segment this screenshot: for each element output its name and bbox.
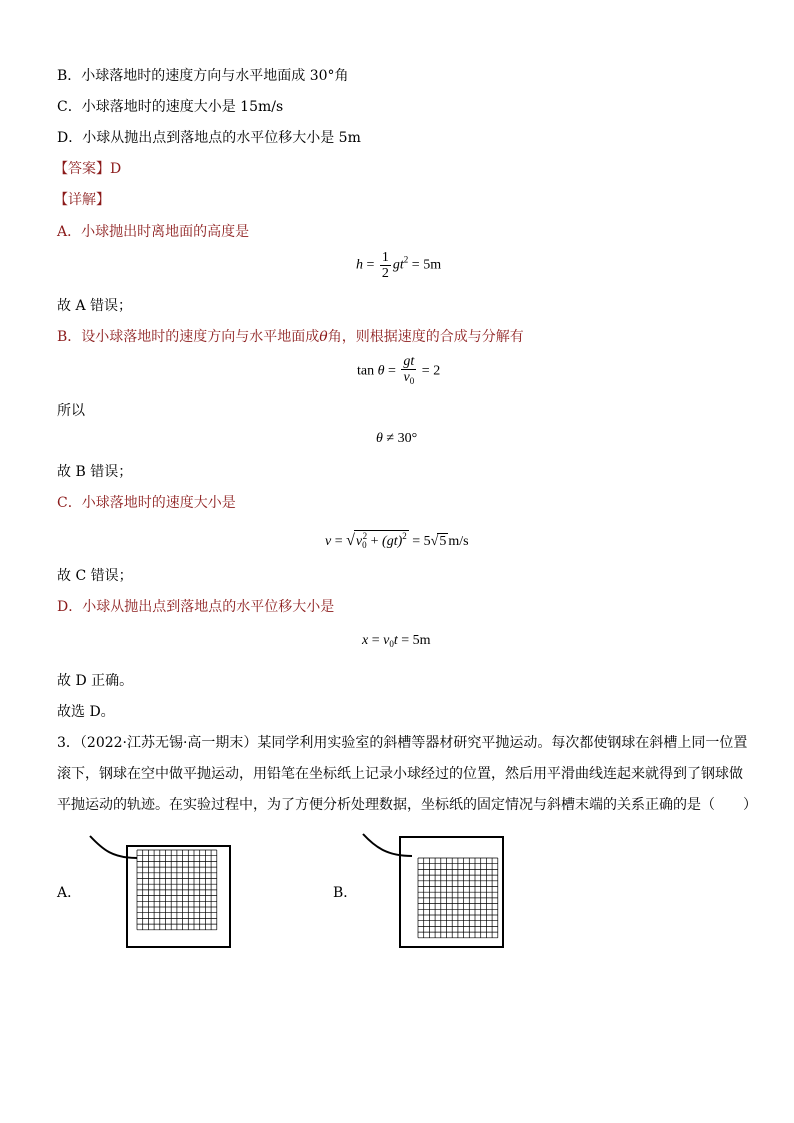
figure-a bbox=[85, 832, 235, 952]
c-wrong: 故 C 错误； bbox=[57, 568, 133, 584]
part-c-text: C．小球落地时的速度大小是 bbox=[57, 495, 236, 511]
option-b: B．小球落地时的速度方向与水平地面成 30°角 bbox=[57, 68, 349, 84]
question-3-line-1: 3．（2022·江苏无锡·高一期末）某同学利用实验室的斜槽等器材研究平抛运动。每次都使钢球在斜槽上同一位置 bbox=[57, 735, 748, 751]
question-3-line-3: 平抛运动的轨迹。在实验过程中，为了方便分析处理数据，坐标纸的固定情况与斜槽末端的关系正确的是（ ） bbox=[57, 797, 757, 813]
figure-b bbox=[360, 832, 510, 952]
detail-label: 【详解】 bbox=[54, 192, 110, 208]
part-d-text: D．小球从抛出点到落地点的水平位移大小是 bbox=[57, 599, 335, 615]
figure-b-grid bbox=[418, 858, 498, 938]
formula-tan: tan θ = $\frac{gt}{v_0}$ = 2 bbox=[357, 354, 440, 389]
b-wrong: 故 B 错误； bbox=[57, 464, 133, 480]
figure-b-label: B． bbox=[333, 885, 358, 901]
formula-theta: θ ≠ 30° bbox=[376, 431, 418, 446]
formula-x: $x = v_0t = 5m$ bbox=[362, 633, 431, 649]
choose-text: 故选 D。 bbox=[57, 704, 115, 720]
option-c: C．小球落地时的速度大小是 15m/s bbox=[57, 99, 284, 115]
so-text: 所以 bbox=[57, 403, 85, 419]
figure-a-grid bbox=[137, 850, 217, 930]
fraction-half: $\frac{1}{2}$ bbox=[381, 250, 389, 281]
option-d: D．小球从抛出点到落地点的水平位移大小是 5m bbox=[57, 130, 361, 146]
part-a-text: A．小球抛出时离地面的高度是 bbox=[57, 224, 250, 240]
answer-label: 【答案】D bbox=[54, 161, 122, 177]
part-b-text: B．设小球落地时的速度方向与水平地面成θ角，则根据速度的合成与分解有 bbox=[57, 329, 524, 345]
formula-v: $v = √v_0^2 + (gt)^2 = 5√5$ m/s bbox=[325, 531, 469, 550]
formula-h: h = $\frac{1}{2}$ $gt^2 = 5m$ bbox=[356, 250, 442, 281]
a-wrong: 故 A 错误； bbox=[57, 298, 133, 314]
fraction-gt-v0: $\frac{gt}{v_0}$ bbox=[403, 354, 415, 386]
figure-a-label: A． bbox=[57, 885, 82, 901]
question-3-line-2: 滚下，钢球在空中做平抛运动，用铅笔在坐标纸上记录小球经过的位置，然后用平滑曲线连起来就得到了钢球做 bbox=[57, 766, 743, 782]
d-right: 故 D 正确。 bbox=[57, 673, 134, 689]
